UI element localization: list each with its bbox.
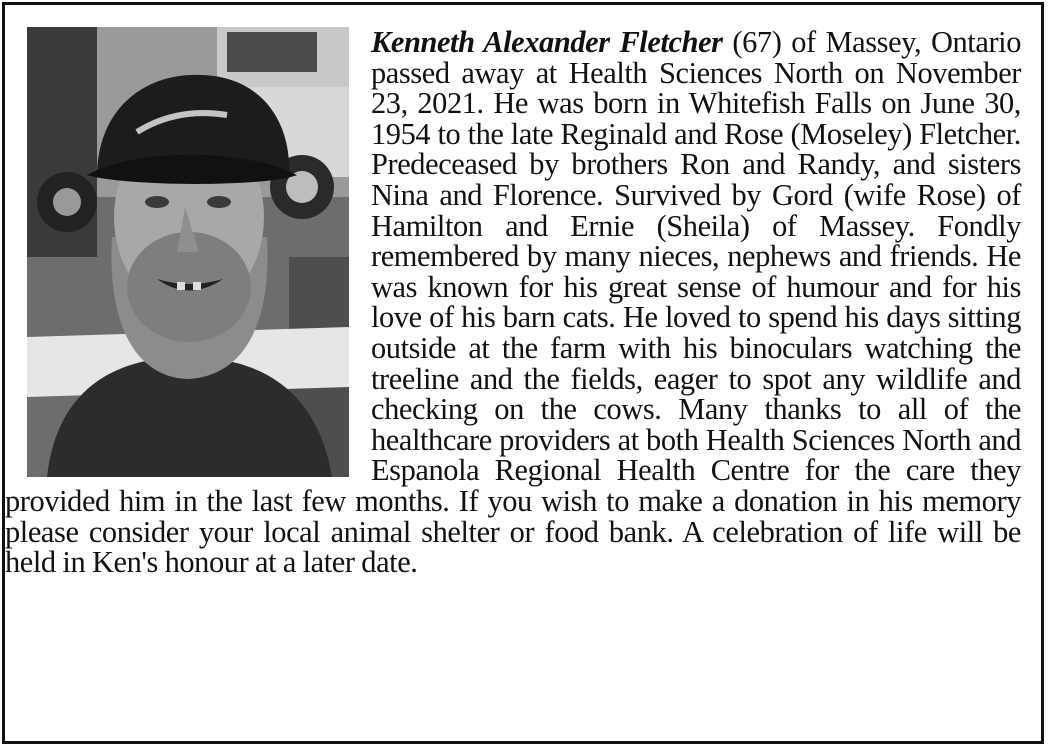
- deceased-name: Kenneth Alexander Fletcher: [371, 25, 723, 59]
- portrait-photo: [27, 27, 349, 477]
- obituary-body: (67) of Massey, Ontario passed away at Health Sciences North on November 23, 2021. He was born in Whitefish Falls on June 30, 1954 to the late Reginald and Rose (Moseley) Fletcher. Predeceased by brothers Ron and Randy, and sisters Nina and Florence. Survived by Gord (wife Rose) of Hamilton and Ernie (Sheila) of Massey. Fondly remembered by many nieces, nephews and friends. He was known for his great sense of humour and for his love of his barn cats. He loved to spend his days sitting outside at the farm with his binoculars watching the treeline and the fields, eager to spot any wildlife and checking on the cows. Many thanks to all of the healthcare providers at both Health Sciences North and Espanola Regional Health Centre for the care they provided him in the last few months. If you wish to make a donation in his memory please consider your local animal shelter or food bank. A celebration of life will be held in Ken's honour at a later date.: [5, 25, 1021, 580]
- obituary-notice: [2, 2, 1044, 744]
